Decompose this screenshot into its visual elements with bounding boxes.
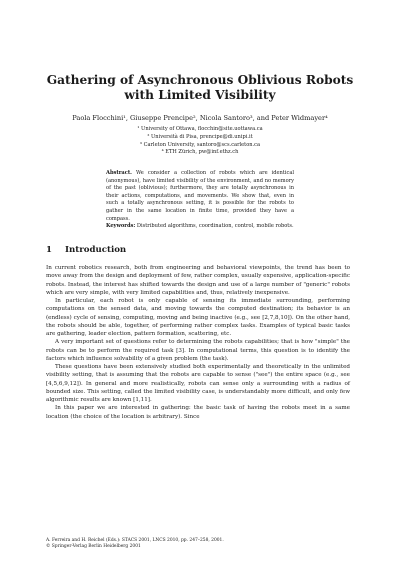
paragraph: In particular, each robot is only capable of sensing its immediate surrounding, performing computations on the sensed data, and moving towards the computed destination; its behavior is an (endless) cycle of sensing, computing, moving and being inactive (e.g., see [2,7,8,10]). On the other hand, the robots should be able, together, of performing rather complex tasks. Examples of typical basic tasks are gathering, leader election, pattern formation, scattering, etc. [46, 298, 350, 337]
affiliation-2: ² Università di Pisa, prencipe@di.unipi.it [147, 133, 253, 140]
abstract [106, 170, 294, 231]
footer-copyright: © Springer-Verlag Berlin Heidelberg 2001 [46, 544, 141, 549]
paragraph: These questions have been extensively studied both experimentally and theoretically in the unlimited visibility setting, that is assuming that the robots are capable to sense ("see") the entire space (e.g., see [4,5,6,9,12]). In general and more realistically, robots can sense only a surrounding with a radius of bounded size. This setting, called the limited visibility case, is understandably more difficult, and only few algorithmic results are known [1,11]. [46, 364, 350, 403]
keywords-text: Distributed algorithms, coordination, control, mobile robots. [136, 223, 294, 230]
author-list: Paola Flocchini¹, Giuseppe Prencipe², Nicola Santoro³, and Peter Widmayer⁴ [72, 114, 328, 122]
paragraph: In this paper we are interested in gathering: the basic task of having the robots meet in a same location (the choice of the location is arbitrary). Since [46, 405, 350, 420]
section-heading [46, 245, 126, 255]
paragraph: A very important set of questions refer to determining the robots capabilities; that is how "simple" the robots can be to perform the required task [3]. In computational terms, this question is to identify the factors which influence solvability of a given problem (the task). [46, 339, 350, 362]
section-number: 1 [46, 245, 52, 255]
paper-title [40, 73, 360, 103]
affiliations [60, 126, 340, 157]
abstract-paragraph [106, 170, 294, 223]
page-footer [46, 538, 224, 550]
affiliation-1: ¹ University of Ottawa, flocchin@site.uottawa.ca [137, 126, 263, 132]
keywords-paragraph [106, 223, 294, 231]
keywords-label: Keywords: [106, 223, 136, 230]
affiliation-3: ³ Carleton University, santoro@scs.carleton.ca [139, 141, 261, 148]
affiliation-4: ⁴ ETH Zürich, pw@inf.ethz.ch [161, 149, 239, 156]
abstract-text: We consider a collection of robots which are identical (anonymous), have limited visibility of the environment, and no memory of the past (oblivious); furthermore, they are totally asynchronous in their actions, computations, and movements. We show that, even in such a totally asynchronous setting, it is possible for the robots to gather in the same location in finite time, provided they have a compass. [106, 170, 294, 222]
abstract-label: Abstract. [106, 170, 132, 176]
title-line-1: Gathering of Asynchronous Oblivious Robots [46, 73, 354, 87]
section-title: Introduction [64, 245, 127, 255]
footer-citation: A. Ferreira and H. Reichel (Eds.): STACS 2001, LNCS 2010, pp. 247–258, 2001. [46, 538, 224, 543]
body-text [46, 264, 350, 421]
paragraph: In current robotics research, both from engineering and behavioral viewpoints, the trend has been to move away from the design and deployment of few, rather complex, usually expensive, application-specific robots. Instead, the interest has shifted towards the design and use of a large number of "generic" robots which are very simple, with very limited capabilities and, thus, relatively inexpensive. [46, 265, 350, 296]
title-line-2: with Limited Visibility [124, 88, 276, 102]
